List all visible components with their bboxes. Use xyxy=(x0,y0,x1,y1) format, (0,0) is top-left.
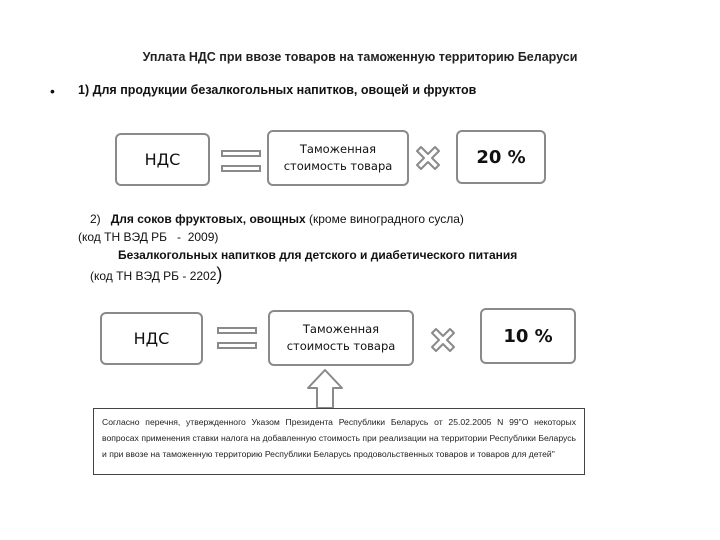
point-2-paren: ) xyxy=(216,264,223,284)
equals-icon-1 xyxy=(221,150,261,172)
page-title: Уплата НДС при ввозе товаров на таможенную территорию Беларуси xyxy=(142,50,578,64)
vat-box-2 xyxy=(100,312,203,365)
customs-value-box-2 xyxy=(268,310,414,366)
multiply-icon-2 xyxy=(428,325,458,355)
vat-label-1: НДС xyxy=(144,150,181,169)
equals-icon-2 xyxy=(217,327,257,349)
point-2-number: 2) xyxy=(90,212,101,226)
vat-box-1 xyxy=(115,133,210,186)
point-2-normal-a: (кроме виноградного сусла) xyxy=(308,212,464,226)
customs-line-1a: Таможенная xyxy=(299,141,377,156)
point-2-bold-a: Для соков фруктовых, овощных xyxy=(110,212,306,226)
point-2-code-a: (код ТН ВЭД РБ - 2009) xyxy=(78,230,219,244)
rate-value-1: 20 % xyxy=(476,146,526,168)
point-2-bold-b: Безалкогольных напитков для детского и диабетического питания xyxy=(118,248,518,262)
customs-line-2b: стоимость товара xyxy=(286,339,396,353)
point-2-code-b: (код ТН ВЭД РБ - 2202 xyxy=(90,269,217,283)
point-1-heading: 1) Для продукции безалкогольных напитков, овощей и фруктов xyxy=(78,83,477,97)
decree-note: Согласно перечня, утвержденного Указом Президента Республики Беларусь от 25.02.2005 N 99"О некоторых вопросах применения ставки налога на добавленную стоимость при реализации на территории Республики Беларусь и при ввозе на таможенную территорию Республики Беларусь продовольственных товаров и товаров для детей" xyxy=(93,408,585,475)
vat-label-2: НДС xyxy=(133,329,170,348)
customs-line-1b: стоимость товара xyxy=(283,159,393,173)
rate-box-2 xyxy=(480,308,576,364)
rate-box-1 xyxy=(456,130,546,184)
bullet-marker: • xyxy=(50,83,55,99)
rate-value-2: 10 % xyxy=(503,325,553,347)
arrow-up-icon xyxy=(305,368,345,410)
point-2-line-1 xyxy=(90,212,464,226)
customs-value-box-1 xyxy=(267,130,409,186)
multiply-icon-1 xyxy=(413,143,443,173)
point-2-code-b-line xyxy=(90,264,222,285)
customs-line-2a: Таможенная xyxy=(302,321,380,336)
